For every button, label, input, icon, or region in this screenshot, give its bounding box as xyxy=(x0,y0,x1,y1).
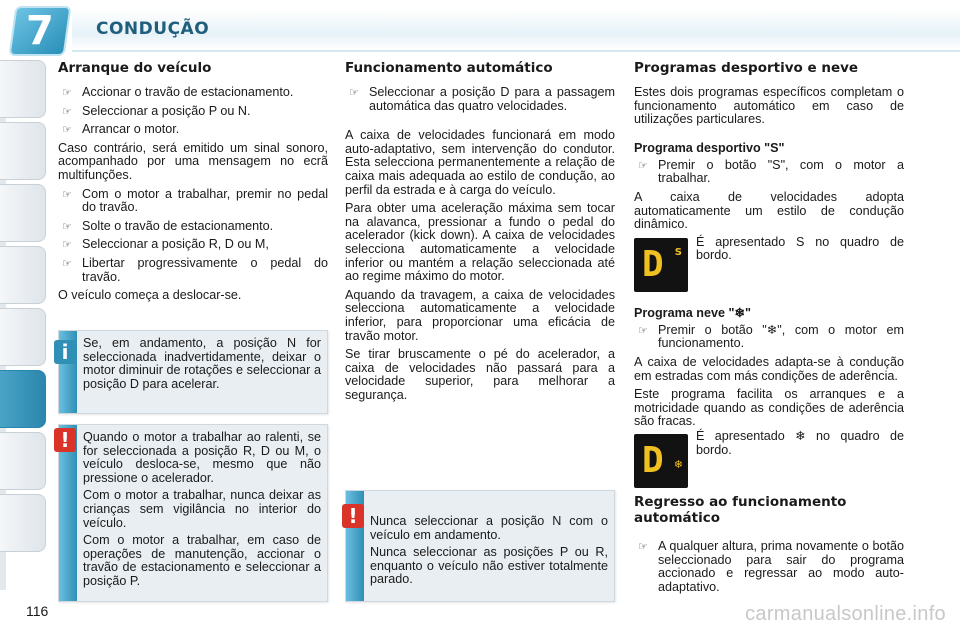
hand-pointer-icon: ☞ xyxy=(349,86,359,99)
dashboard-display-sport xyxy=(634,238,688,292)
list-item xyxy=(634,540,904,594)
paragraph: É apresentado S no quadro de bordo. xyxy=(696,234,904,263)
warning-text: Nunca seleccionar as posições P ou R, enquanto o veículo não estiver totalmente parado. xyxy=(370,545,608,587)
warning-callout xyxy=(58,424,328,602)
list-item xyxy=(345,86,615,113)
chapter-tab-1[interactable] xyxy=(0,60,46,118)
warning-text: Com o motor a trabalhar, em caso de operações de manutenção, accionar o travão de estacionamento e seleccionar a posição P. xyxy=(83,533,321,588)
hand-pointer-icon: ☞ xyxy=(638,158,648,172)
bullet-text: Accionar o travão de estacionamento. xyxy=(82,85,294,99)
subsection-title-sport: Programa desportivo "S" xyxy=(634,140,785,155)
paragraph: Para obter uma aceleração máxima sem tocar na alavanca, pressionar a fundo o pedal do acelerador (kick down). A caixa de velocidades selecciona automaticamente a velocidade inferior ou mantém a relação seleccionada até ao regime máximo do motor. xyxy=(345,201,615,284)
chapter-number: 7 xyxy=(26,8,54,54)
gear-d-indicator: D xyxy=(642,243,664,285)
list-item xyxy=(58,105,328,119)
list-item xyxy=(58,238,328,252)
paragraph: É apresentado ❄ no quadro de bordo. xyxy=(696,428,904,457)
paragraph: A caixa de velocidades adapta-se à condução em estradas com más condições de aderência. xyxy=(634,354,904,383)
bullet-text: Arrancar o motor. xyxy=(82,122,180,137)
hand-pointer-icon: ☞ xyxy=(62,104,72,118)
list-item xyxy=(58,188,328,215)
page-number: 116 xyxy=(26,603,49,619)
callout-text xyxy=(370,515,608,591)
paragraph: O veículo começa a deslocar-se. xyxy=(58,288,242,303)
paragraph: Este programa facilita os arranques e a motricidade quando as condições de aderência são fracas. xyxy=(634,387,904,429)
warning-callout xyxy=(345,490,615,602)
warning-text: Nunca seleccionar a posição N com o veículo em andamento. xyxy=(370,514,608,542)
column-start-vehicle xyxy=(58,60,328,308)
chapter-tabs xyxy=(0,60,50,590)
bullet-text: Seleccionar a posição D para a passagem automática das quatro velocidades. xyxy=(369,85,615,113)
paragraph: Caso contrário, será emitido um sinal sonoro, acompanhado por uma mensagem no ecrã multifunções. xyxy=(58,140,328,182)
section-title-start: Arranque do veículo xyxy=(58,60,212,76)
bullet-text: Seleccionar a posição P ou N. xyxy=(82,103,251,118)
bullet-text: Solte o travão de estacionamento. xyxy=(82,218,274,233)
chapter-tab-3[interactable] xyxy=(0,184,46,242)
section-title-return: Regresso ao funcionamento automático xyxy=(634,493,847,526)
watermark: carmanualsonline.info xyxy=(745,603,946,625)
hand-pointer-icon: ☞ xyxy=(62,86,72,99)
hand-pointer-icon: ☞ xyxy=(62,123,72,137)
warning-text: Quando o motor a trabalhar ao ralenti, se for seleccionada a posição R, D ou M, o veículo desloca-se, mesmo que não pressione o acelerador. xyxy=(83,430,321,485)
hand-pointer-icon: ☞ xyxy=(638,539,648,553)
subsection-title-snow: Programa neve "❄" xyxy=(634,305,751,320)
section-title-automatic: Funcionamento automático xyxy=(345,60,553,76)
snow-indicator-row xyxy=(634,430,904,490)
dashboard-display-snow xyxy=(634,434,688,488)
sport-s-indicator: S xyxy=(674,246,682,258)
bullet-text: Premir o botão "S", com o motor a trabalhar. xyxy=(658,157,904,186)
list-item xyxy=(58,220,328,234)
warning-icon: ! xyxy=(342,504,364,528)
chapter-tab-2[interactable] xyxy=(0,122,46,180)
paragraph: A caixa de velocidades adopta automaticamente um estilo de condução dinâmico. xyxy=(634,189,904,232)
list-item xyxy=(58,257,328,284)
paragraph: Aquando da travagem, a caixa de velocidades selecciona automaticamente a velocidade inferior, para proporcionar uma eficácia de travão motor. xyxy=(345,287,615,343)
bullet-text: Com o motor a trabalhar, premir no pedal do travão. xyxy=(82,186,328,215)
section-title-programs: Programas desportivo e neve xyxy=(634,60,859,76)
snowflake-icon: ❄ xyxy=(673,457,683,471)
column-automatic-mode xyxy=(345,60,615,407)
callout-text xyxy=(83,431,321,593)
sport-indicator-row xyxy=(634,234,904,304)
bullet-text: A qualquer altura, prima novamente o botão seleccionado para sair do programa accionado e regressar ao modo auto-adaptativo. xyxy=(658,538,904,594)
bullet-text: Libertar progressivamente o pedal do travão. xyxy=(82,255,328,284)
list-item xyxy=(58,123,328,137)
chapter-tab-4[interactable] xyxy=(0,246,46,304)
hand-pointer-icon: ☞ xyxy=(62,219,72,233)
chapter-tab-7-active[interactable] xyxy=(0,370,46,428)
info-icon: i xyxy=(54,340,76,364)
column-sport-snow xyxy=(634,60,904,599)
chapter-tab-8[interactable] xyxy=(0,432,46,490)
info-text: Se, em andamento, a posição N for seleccionada inadvertidamente, deixar o motor diminuir de rotações e seleccionar a posição D para acelerar. xyxy=(83,336,321,391)
paragraph: A caixa de velocidades funcionará em modo auto-adaptativo, sem intervenção do condutor. Esta selecciona permanentemente a relação de caixa mais adequada ao estilo de condução, ao perfil da estrada e à carga do veículo. xyxy=(345,128,615,197)
warning-text: Com o motor a trabalhar, nunca deixar as crianças sem vigilância no interior do veículo. xyxy=(83,488,321,530)
warning-icon: ! xyxy=(54,428,76,452)
hand-pointer-icon: ☞ xyxy=(62,187,72,201)
chapter-tab-5[interactable] xyxy=(0,308,46,366)
bullet-text: Seleccionar a posição R, D ou M, xyxy=(82,237,269,252)
bullet-text: Premir o botão "❄", com o motor em funcionamento. xyxy=(658,322,904,351)
hand-pointer-icon: ☞ xyxy=(638,323,648,337)
paragraph: Se tirar bruscamente o pé do acelerador, a caixa de velocidades não passará para a velocidade superior, para melhorar a segurança. xyxy=(345,347,615,402)
callout-text xyxy=(83,337,321,395)
hand-pointer-icon: ☞ xyxy=(62,238,72,252)
page-title: CONDUÇÃO xyxy=(96,19,210,39)
info-callout xyxy=(58,330,328,414)
list-item xyxy=(634,159,904,186)
chapter-tab-9[interactable] xyxy=(0,494,46,552)
list-item xyxy=(58,86,328,100)
gear-d-indicator: D xyxy=(642,439,664,481)
hand-pointer-icon: ☞ xyxy=(62,256,72,270)
paragraph: Estes dois programas específicos completam o funcionamento automático em caso de utilizações particulares. xyxy=(634,85,904,127)
list-item xyxy=(634,324,904,351)
